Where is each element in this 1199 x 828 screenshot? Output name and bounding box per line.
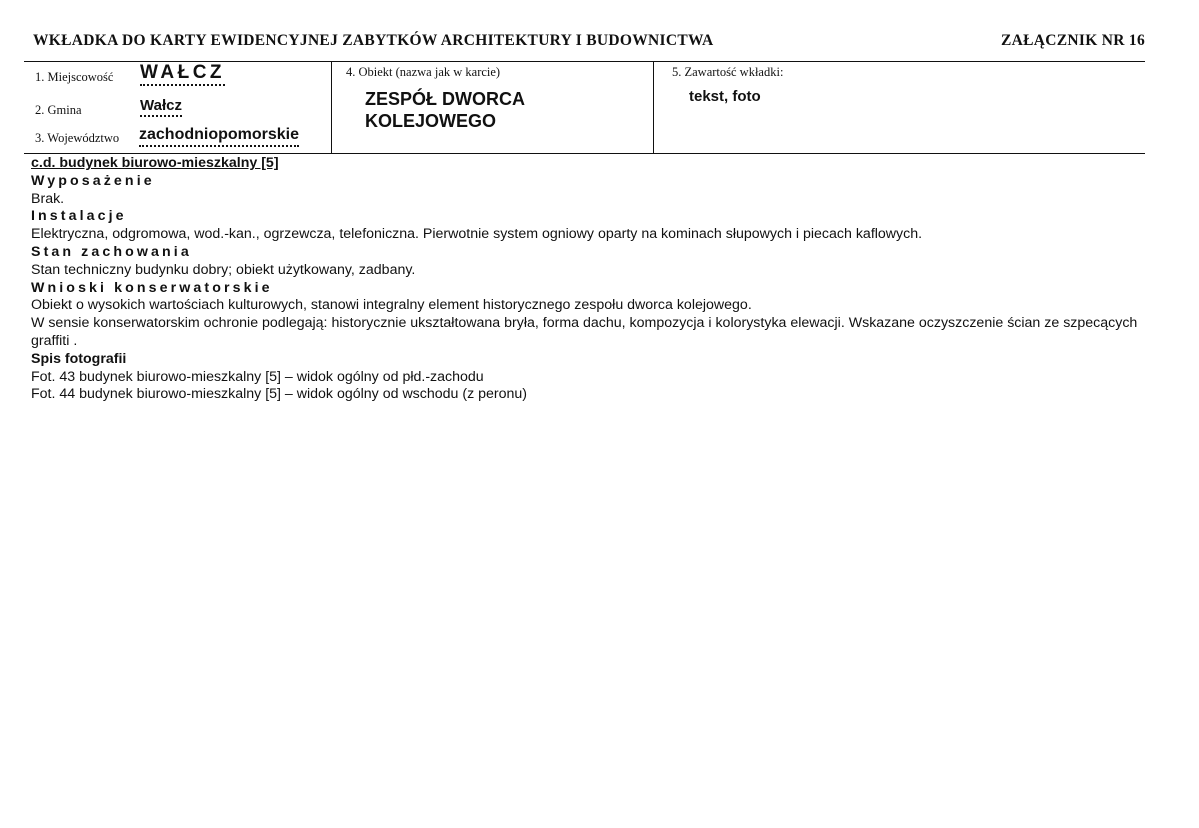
obiekt-name-line-2: KOLEJOWEGO [365, 111, 497, 131]
miejscowosc-label: 1. Miejscowość [35, 70, 114, 84]
annex-number: ZAŁĄCZNIK NR 16 [1000, 32, 1145, 49]
section-text-wnioski-1: Obiekt o wysokich wartościach kulturowych, stanowi integralny element historycznego zespołu dworca kolejowego. [31, 297, 752, 314]
section-text-wnioski-2: W sensie konserwatorskim ochronie podlegają: historycznie ukształtowana bryła, forma dachu, kompozycja i kolorystyka elewacji. Wskazane oczyszczenie ścian ze szpecących graffiti . [31, 315, 1138, 349]
document-title: WKŁADKA DO KARTY EWIDENCYJNEJ ZABYTKÓW ARCHITEKTURY I BUDOWNICTWA [33, 32, 714, 49]
miejscowosc-value: WAŁCZ [140, 63, 225, 86]
column-divider-1 [331, 62, 332, 153]
page-header [33, 32, 1145, 52]
header-bottom-rule [24, 153, 1145, 154]
section-heading-wyposazenie: Wyposażenie [31, 172, 155, 189]
section-heading-stan-zachowania: Stan zachowania [31, 243, 192, 260]
document-body [31, 155, 1151, 404]
wojewodztwo-label: 3. Województwo [35, 131, 120, 145]
obiekt-label: 4. Obiekt (nazwa jak w karcie) [346, 65, 501, 79]
photo-list-item: Fot. 44 budynek biurowo-mieszkalny [5] – widok ogólny od wschodu (z peronu) [31, 386, 528, 403]
section-heading-instalacje: Instalacje [31, 208, 127, 225]
gmina-label: 2. Gmina [35, 103, 82, 117]
section-text-instalacje: Elektryczna, odgromowa, wod.-kan., ogrzewcza, telefoniczna. Pierwotnie system ogniowy oparty na kominach słupowych i piecach kaflowych. [31, 226, 923, 243]
section-text-wyposazenie: Brak. [31, 190, 65, 207]
section-heading-wnioski: Wnioski konserwatorskie [31, 279, 273, 296]
gmina-value: Wałcz [140, 98, 182, 117]
section-text-stan-zachowania: Stan techniczny budynku dobry; obiekt użytkowany, zadbany. [31, 261, 416, 278]
obiekt-name [365, 88, 625, 132]
photo-list-item: Fot. 43 budynek biurowo-mieszkalny [5] – widok ogólny od płd.-zachodu [31, 368, 484, 385]
column-divider-2 [653, 62, 654, 153]
wojewodztwo-value: zachodniopomorskie [139, 127, 299, 147]
section-heading-spis-fotografii: Spis fotografii [31, 350, 127, 367]
body-subheading: c.d. budynek biurowo-mieszkalny [5] [31, 155, 279, 171]
zawartosc-label: 5. Zawartość wkładki: [672, 65, 784, 79]
zawartosc-value: tekst, foto [689, 88, 761, 105]
obiekt-name-line-1: ZESPÓŁ DWORCA [365, 89, 525, 109]
